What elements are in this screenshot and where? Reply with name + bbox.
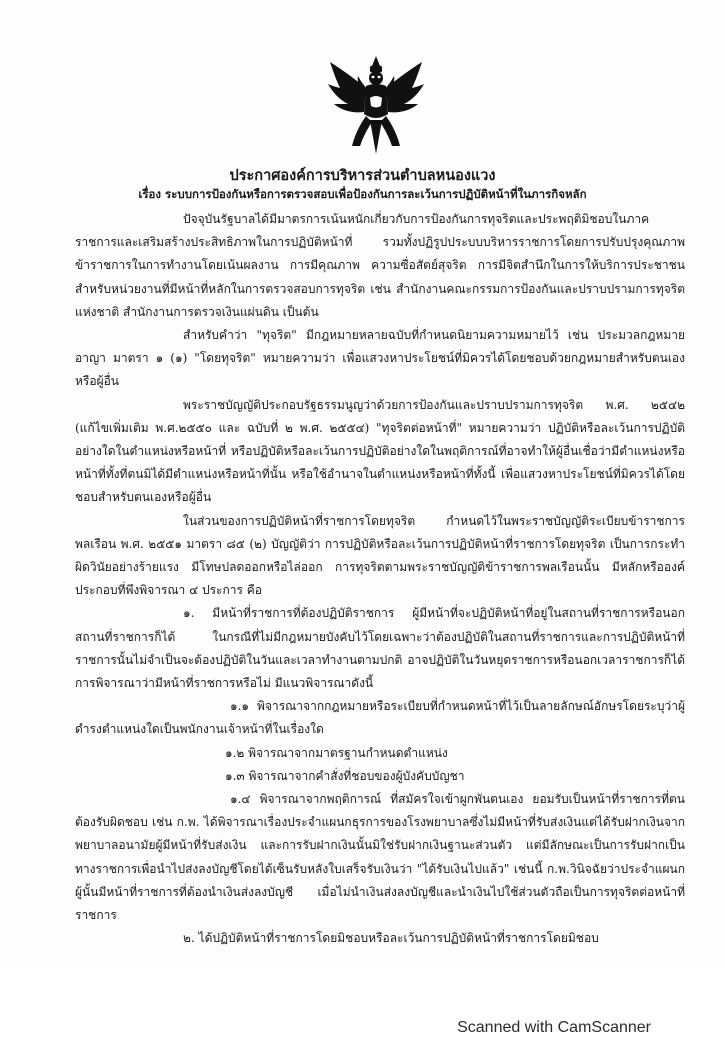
scanner-footer	[0, 968, 725, 1060]
garuda-emblem	[326, 54, 426, 158]
sub-item-1-3: ๑.๓ พิจารณาจากคำสั่งที่ชอบของผู้บังคับบัญชา	[225, 768, 465, 783]
document-body	[75, 208, 685, 951]
item-2-misconduct: ๒. ได้ปฏิบัติหน้าที่ราชการโดยมิชอบหรือละเว้นการปฏิบัติหน้าที่ราชการโดยมิชอบ	[183, 931, 599, 946]
document-title: ประกาศองค์การบริหารส่วนตำบลหนองแวง	[229, 167, 496, 184]
camscanner-watermark: Scanned with CamScanner	[457, 1019, 651, 1036]
sub-item-1-2: ๑.๒ พิจารณาจากมาตรฐานกำหนดตำแหน่ง	[225, 745, 448, 760]
sub-item-1-1: ๑.๑ พิจารณาจากกฎหมายหรือระเบียบที่กำหนดหน้าที่ไว้เป็นลายลักษณ์อักษรโดยระบุว่าผู้ดำรงตำแหน่งใดเป็นพนักงานเจ้าหน้าที่ในเรื่องใด	[75, 699, 685, 737]
document-subject: เรื่อง ระบบการป้องกันหรือการตรวจสอบเพื่อป้องกันการละเว้นการปฏิบัติหน้าที่ในภารกิจหลัก	[138, 187, 587, 201]
item-1-duty: ๑. มีหน้าที่ราชการที่ต้องปฏิบัติราชการ ผู้มีหน้าที่จะปฏิบัติหน้าที่อยู่ในสถานที่ราชการหรือนอกสถานที่ราชการก็ได้ ในกรณีที่ไม่มีกฎหมายบังคับไว้โดยเฉพาะว่าต้องปฏิบัติในสถานที่ราชการและการปฏิบัติหน้าที่ราชการนั้นไม่จำเป็นจะต้องปฏิบัติในวันและเวลาทำงานตามปกติ อาจปฏิบัติในวันหยุดราชการหรือนอกเวลาราชการก็ได้ การพิจารณาว่ามีหน้าที่ราชการหรือไม่ มีแนวพิจารณาดังนี้	[75, 606, 685, 691]
sub-item-1-4: ๑.๔ พิจารณาจากพฤติการณ์ ที่สมัครใจเข้าผูกพันตนเอง ยอมรับเป็นหน้าที่ราชการที่ตนต้องรับผิดชอบ เช่น ก.พ. ได้พิจารณาเรื่องประจำแผนกธุรการของโรงพยาบาลซึ่งไม่มีหน้าที่รับส่งเงินแต่ได้รับฝากเงินจากพยาบาลอนามัยผู้มีหน้าที่รับส่งเงิน และการรับฝากเงินนั้นมิใช่รับฝากเงินฐานะส่วนตัว แต่มีลักษณะเป็นการรับฝากเป็นทางราชการเพื่อนำไปส่งลงบัญชีโดยได้เซ็นรับหลังใบเสร็จรับเงินว่า "ได้รับเงินไปแล้ว" เช่นนี้ ก.พ.วินิจฉัยว่าประจำแผนกผู้นั้นมีหน้าที่ราชการที่ต้องนำเงินส่งลงบัญชี เมื่อไม่นำเงินส่งลงบัญชีและนำเงินไปใช้ส่วนตัวถือเป็นการทุจริตต่อหน้าที่ราชการ	[75, 792, 685, 923]
paragraph-intro: ปัจจุบันรัฐบาลได้มีมาตรการเน้นหนักเกี่ยวกับการป้องกันการทุจริตและประพฤติมิชอบในภาคราชการและเสริมสร้างประสิทธิภาพในการปฏิบัติหน้าที่ รวมทั้งปฏิรูปประบบบริหารราชการโดยการปรับปรุงคุณภาพข้าราชการในการทำงานโดยเน้นผลงาน การมีคุณภาพ ความซื่อสัตย์สุจริต การมีจิตสำนึกในการให้บริการประชาชนสำหรับหน่วยงานที่มีหน้าที่หลักในการตรวจสอบการทุจริต เช่น สำนักงานคณะกรรมการป้องกันและปราบปรามการทุจริตแห่งชาติ สำนักงานการตรวจเงินแผ่นดิน เป็นต้น	[75, 212, 685, 319]
paragraph-civil-service-act: ในส่วนของการปฏิบัติหน้าที่ราชการโดยทุจริต กำหนดไว้ในพระราชบัญญัติระเบียบข้าราชการพลเรือน พ.ศ. ๒๕๕๑ มาตรา ๘๕ (๒) บัญญัติว่า การปฏิบัติหรือละเว้นการปฏิบัติหน้าที่ราชการโดยทุจริต เป็นการกระทำผิดวินัยอย่างร้ายแรง มีโทษปลดออกหรือไล่ออก การทุจริตตามพระราชบัญญัติข้าราชการพลเรือนนั้น มีหลักหรือองค์ประกอบที่พึงพิจารณา ๔ ประการ คือ	[75, 513, 685, 598]
paragraph-definition-criminal-code: สำหรับคำว่า "ทุจริต" มีกฎหมายหลายฉบับที่กำหนดนิยามความหมายไว้ เช่น ประมวลกฎหมายอาญา มาตรา ๑ (๑) "โดยทุจริต" หมายความว่า เพื่อแสวงหาประโยชน์ที่มิควรได้โดยชอบด้วยกฎหมายสำหรับตนเองหรือผู้อื่น	[75, 328, 685, 389]
paragraph-definition-anti-corruption-act: พระราชบัญญัติประกอบรัฐธรรมนูญว่าด้วยการป้องกันและปราบปรามการทุจริต พ.ศ. ๒๕๔๒ (แก้ไขเพิ่มเติม พ.ศ.๒๕๕๐ และ ฉบับที่ ๒ พ.ศ. ๒๕๕๔) "ทุจริตต่อหน้าที่" หมายความว่า ปฏิบัติหรือละเว้นการปฏิบัติอย่างใดในตำแหน่งหรือหน้าที่ หรือปฏิบัติหรือละเว้นการปฏิบัติอย่างใดในพฤติการณ์ที่อาจทำให้ผู้อื่นเชื่อว่ามีตำแหน่งหรือหน้าที่ทั้งที่ตนมิได้มีตำแหน่งหรือหน้าที่นั้น หรือใช้อำนาจในตำแหน่งหรือหน้าที่ทั้งนี้ เพื่อแสวงหาประโยชน์ที่มิควรได้โดยชอบสำหรับตนเองหรือผู้อื่น	[75, 397, 685, 505]
